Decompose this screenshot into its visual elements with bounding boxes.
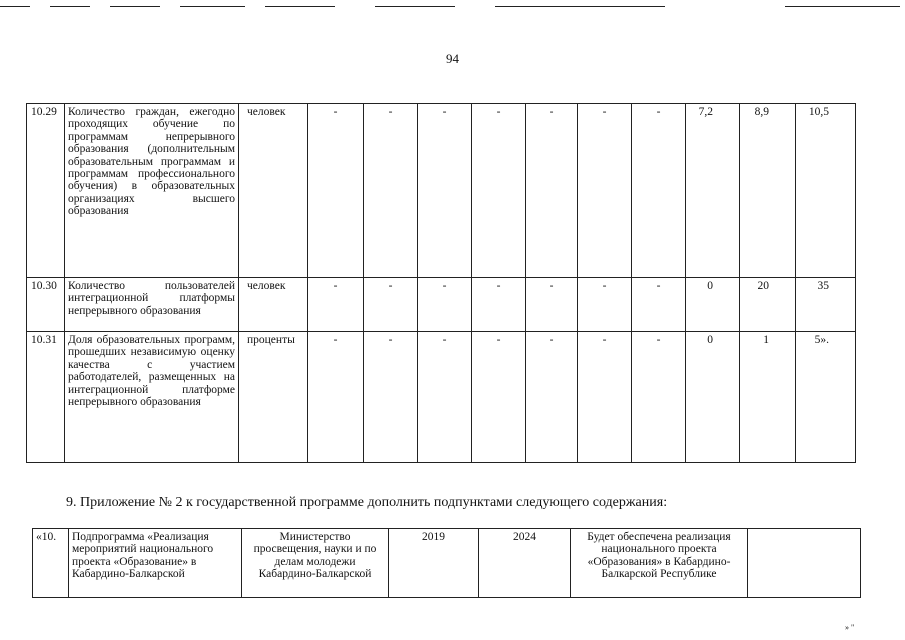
value-cell: - xyxy=(418,278,472,332)
subprogram-name: Подпрограмма «Реализация мероприятий национального проекта «Образование» в Кабардино-Балкарской xyxy=(69,529,242,598)
value-cell: - xyxy=(578,278,632,332)
table-row xyxy=(33,529,861,598)
header-rule xyxy=(375,6,455,7)
header-rule xyxy=(495,6,665,7)
value-cell: 0 xyxy=(686,278,740,332)
unit-cell: человек xyxy=(239,104,308,278)
amendment-paragraph: 9. Приложение № 2 к государственной программе дополнить подпунктами следующего содержания: xyxy=(66,495,668,510)
value-cell: - xyxy=(632,278,686,332)
expected-result: Будет обеспечена реализация национального проекта «Образования» в Кабардино-Балкарской Республике xyxy=(571,529,748,598)
value-cell: 10,5 xyxy=(796,104,856,278)
corner-marks: » " xyxy=(845,623,855,632)
value-cell: - xyxy=(364,332,418,463)
executor: Министерство просвещения, науки и по делам молодежи Кабардино-Балкарской xyxy=(242,529,389,598)
header-rule xyxy=(50,6,90,7)
value-cell: - xyxy=(526,278,578,332)
table-row xyxy=(27,278,856,332)
table-row xyxy=(27,104,856,278)
value-cell: - xyxy=(418,332,472,463)
header-rule xyxy=(180,6,245,7)
value-cell: - xyxy=(308,332,364,463)
row-number: 10.31 xyxy=(27,332,65,463)
value-cell: 5». xyxy=(796,332,856,463)
page-number: 94 xyxy=(446,51,459,66)
value-cell: - xyxy=(578,104,632,278)
value-cell: - xyxy=(364,104,418,278)
value-cell: - xyxy=(418,104,472,278)
end-year: 2024 xyxy=(479,529,571,598)
value-cell: - xyxy=(472,278,526,332)
value-cell: - xyxy=(526,104,578,278)
value-cell: - xyxy=(632,104,686,278)
indicator-name: Доля образовательных программ, прошедших независимую оценку качества с участием работодателей, размещенных на интеграционной платформе непрерывного образования xyxy=(65,332,239,463)
value-cell: 7,2 xyxy=(686,104,740,278)
value-cell: - xyxy=(364,278,418,332)
row-number: «10. xyxy=(33,529,69,598)
indicator-name: Количество граждан, ежегодно проходящих обучение по программам непрерывного образования (дополнительным образовательным программам и программам профессионального обучения) в образовательных организациях высшего образования xyxy=(65,104,239,278)
value-cell: - xyxy=(472,332,526,463)
value-cell: - xyxy=(308,278,364,332)
extra-cell xyxy=(748,529,861,598)
value-cell: - xyxy=(526,332,578,463)
value-cell: 20 xyxy=(740,278,796,332)
row-number: 10.30 xyxy=(27,278,65,332)
header-rule xyxy=(0,6,30,7)
indicators-table xyxy=(26,103,856,463)
value-cell: - xyxy=(472,104,526,278)
row-number: 10.29 xyxy=(27,104,65,278)
unit-cell: проценты xyxy=(239,332,308,463)
subprogram-table xyxy=(32,528,861,598)
value-cell: 0 xyxy=(686,332,740,463)
value-cell: - xyxy=(578,332,632,463)
value-cell: 1 xyxy=(740,332,796,463)
value-cell: 35 xyxy=(796,278,856,332)
unit-cell: человек xyxy=(239,278,308,332)
table-row xyxy=(27,332,856,463)
header-rule xyxy=(265,6,335,7)
indicator-name: Количество пользователей интеграционной платформы непрерывного образования xyxy=(65,278,239,332)
header-rule xyxy=(110,6,160,7)
value-cell: - xyxy=(632,332,686,463)
header-rule xyxy=(785,6,900,7)
start-year: 2019 xyxy=(389,529,479,598)
value-cell: - xyxy=(308,104,364,278)
value-cell: 8,9 xyxy=(740,104,796,278)
